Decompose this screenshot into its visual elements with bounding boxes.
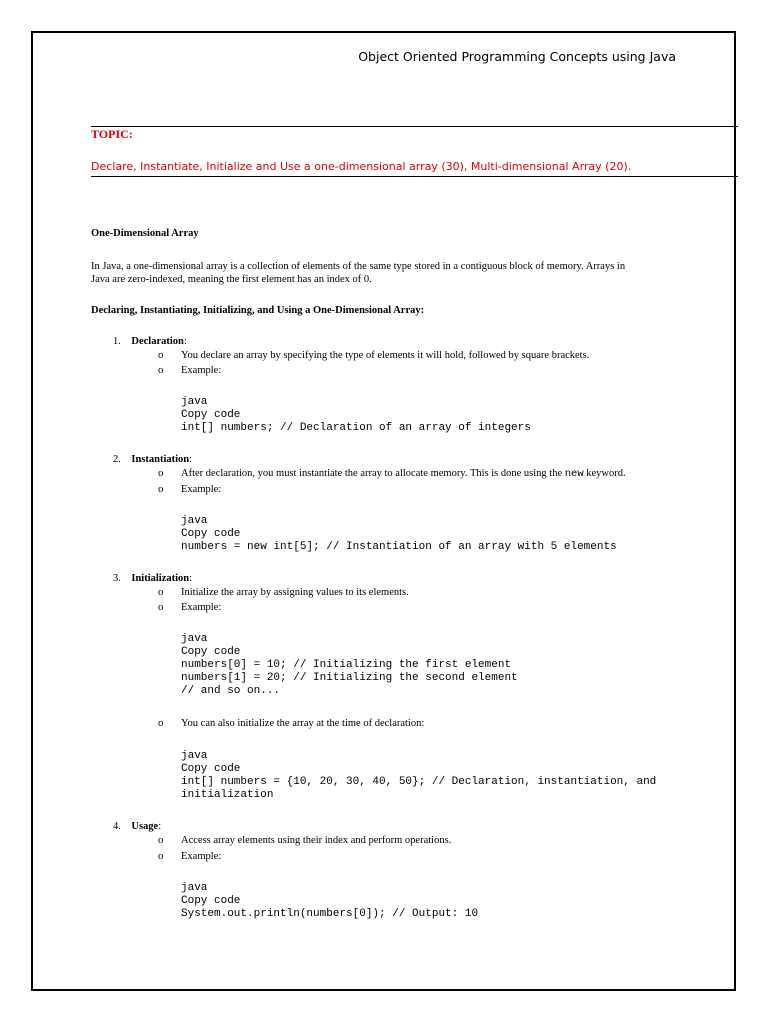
keyword-new: new: [564, 468, 584, 480]
bullet-text: Example:: [181, 602, 222, 613]
step-number: 2.: [113, 454, 121, 465]
bullet-icon: o: [158, 850, 164, 862]
topic-top-rule: [91, 126, 738, 127]
code-block: [181, 515, 617, 554]
step-suffix: :: [189, 454, 193, 465]
intro-line-2: Java are zero-indexed, meaning the first element has an index of 0.: [91, 273, 372, 285]
code-line: java: [181, 633, 208, 645]
topic-label: TOPIC:: [91, 127, 133, 141]
step-number: 4.: [113, 821, 121, 832]
code-line: numbers = new int[5]; // Instantiation of an array with 5 elements: [181, 541, 617, 553]
step-instantiation: [113, 454, 192, 465]
bullet-icon: o: [158, 467, 164, 479]
code-line: int[] numbers = {10, 20, 30, 40, 50}; // Declaration, instantiation, and: [181, 776, 657, 788]
code-line: Copy code: [181, 409, 241, 421]
code-line: Copy code: [181, 763, 241, 775]
code-line: java: [181, 396, 208, 408]
code-block: [181, 633, 518, 698]
topic-bottom-rule: [91, 176, 738, 177]
bullet-text-pre: After declaration, you must instantiate the array to allocate memory. This is done using the: [181, 468, 565, 479]
bullet-text: [181, 468, 626, 480]
bullet-text: Example:: [181, 484, 222, 495]
code-line: Copy code: [181, 895, 241, 907]
step-suffix: :: [158, 821, 162, 832]
step-title: Declaration: [131, 336, 184, 347]
code-line: java: [181, 515, 208, 527]
code-line: System.out.println(numbers[0]); // Output: 10: [181, 908, 479, 920]
code-line: numbers[1] = 20; // Initializing the second element: [181, 672, 518, 684]
section-subheading: Declaring, Instantiating, Initializing, and Using a One-Dimensional Array:: [91, 305, 425, 316]
document-page: [31, 31, 736, 991]
bullet-icon: o: [158, 717, 164, 729]
topic-text: Declare, Instantiate, Initialize and Use a one-dimensional array (30), Multi-dimensional Array (20).: [91, 160, 632, 173]
code-line: int[] numbers; // Declaration of an array of integers: [181, 422, 531, 434]
code-line: numbers[0] = 10; // Initializing the first element: [181, 659, 512, 671]
code-block: [181, 750, 656, 802]
step-title: Initialization: [131, 573, 190, 584]
step-title: Usage: [131, 821, 159, 832]
step-declaration: [113, 336, 187, 347]
code-line: initialization: [181, 789, 274, 801]
bullet-text: Access array elements using their index and perform operations.: [181, 835, 452, 846]
bullet-text: Example:: [181, 851, 222, 862]
code-line: java: [181, 882, 208, 894]
code-block: [181, 882, 478, 921]
step-initialization: [113, 573, 192, 584]
bullet-icon: o: [158, 586, 164, 598]
step-title: Instantiation: [131, 454, 190, 465]
code-line: Copy code: [181, 528, 241, 540]
bullet-text: Example:: [181, 365, 222, 376]
bullet-text: You declare an array by specifying the type of elements it will hold, followed by square brackets.: [181, 350, 590, 361]
code-line: java: [181, 750, 208, 762]
bullet-icon: o: [158, 364, 164, 376]
bullet-text: You can also initialize the array at the time of declaration:: [181, 718, 425, 729]
code-block: [181, 396, 531, 435]
bullet-icon: o: [158, 601, 164, 613]
step-suffix: :: [183, 336, 187, 347]
bullet-icon: o: [158, 483, 164, 495]
intro-line-1: In Java, a one-dimensional array is a collection of elements of the same type stored in a contiguous block of memory. Arrays in: [91, 261, 626, 272]
bullet-icon: o: [158, 834, 164, 846]
bullet-icon: o: [158, 349, 164, 361]
step-usage: [113, 821, 161, 832]
intro-paragraph: [91, 261, 681, 286]
code-line: // and so on...: [181, 685, 281, 697]
bullet-text-post: keyword.: [583, 468, 626, 479]
step-number: 3.: [113, 573, 121, 584]
bullet-text: Initialize the array by assigning values to its elements.: [181, 587, 409, 598]
section-heading: One-Dimensional Array: [91, 228, 199, 239]
code-line: Copy code: [181, 646, 241, 658]
page-header-title: Object Oriented Programming Concepts using Java: [358, 49, 676, 64]
step-suffix: :: [189, 573, 193, 584]
step-number: 1.: [113, 336, 121, 347]
